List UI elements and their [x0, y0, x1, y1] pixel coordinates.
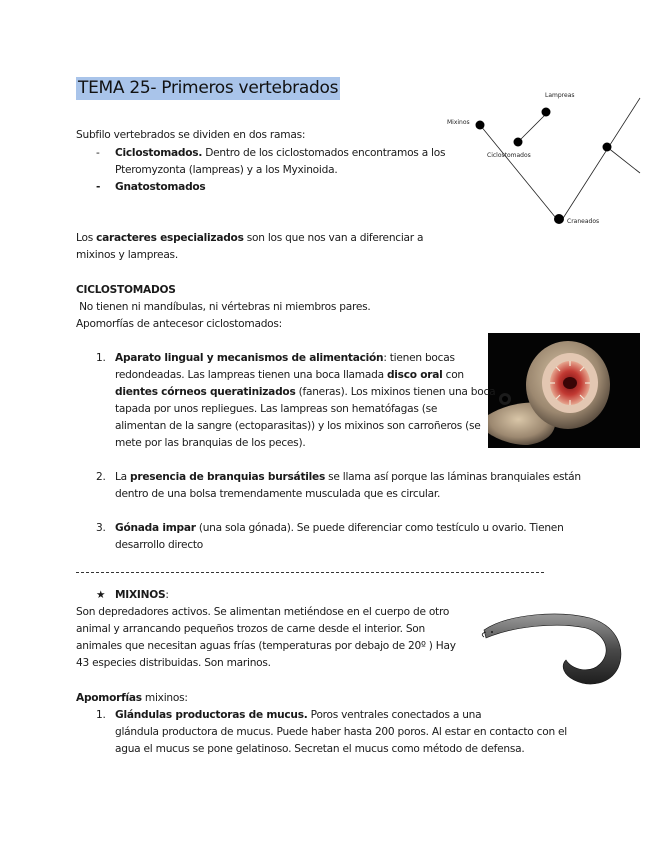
caracteres-bold: caracteres especializados — [96, 232, 244, 244]
item1-t1: : tienen bocas — [383, 352, 455, 364]
item1-t2: con — [442, 369, 464, 381]
ciclostomados-line1: No tienen ni mandíbulas, ni vértebras ni miembros pares. — [76, 301, 371, 313]
ciclostomados-line2: Apomorfías de antecesor ciclostomados: — [76, 318, 282, 330]
item3-line1 — [115, 520, 564, 537]
item2-line1 — [115, 469, 581, 486]
mixinos-line4: 43 especies distribuidas. Son marinos. — [76, 657, 271, 669]
caracteres-pre: Los — [76, 232, 97, 244]
item1-bold3: dientes córneos queratinizados — [115, 386, 296, 398]
star-icon: ★ — [96, 589, 106, 601]
item3-line2: desarrollo directo — [115, 539, 204, 551]
page-title: TEMA 25- Primeros vertebrados — [78, 78, 339, 98]
mix-item1-bold: Glándulas productoras de mucus. — [115, 709, 308, 721]
mix-item1-t1: Poros ventrales conectados a una — [307, 709, 482, 721]
mix-item1-line1 — [115, 707, 481, 724]
node-mixinos — [476, 121, 485, 130]
item1-line6: mete por las branquias de los peces). — [115, 437, 306, 449]
list-number: 3. — [96, 522, 106, 534]
mixinos-line1: Son depredadores activos. Se alimentan metiéndose en el cuerpo de otro — [76, 606, 450, 618]
item1-line3 — [115, 384, 495, 401]
label-mixinos: Mixinos — [447, 119, 470, 126]
node-lampreas — [542, 108, 551, 117]
item1-line1 — [115, 350, 455, 367]
caracteres-paragraph — [76, 230, 423, 247]
item1-bold2: disco oral — [386, 369, 443, 381]
item3-bold: Gónada impar — [115, 522, 196, 534]
cladogram-diagram — [440, 85, 645, 230]
node-branch — [603, 143, 612, 152]
list-number: 1. — [96, 709, 106, 721]
mixinos-line2: animal y arrancando pequeños trozos de carne desde el interior. Son — [76, 623, 425, 635]
item1-line5: alimentan de la sangre (ectoparasitas)) y los mixinos son carroñeros (se — [115, 420, 481, 432]
item2-pre: La — [115, 471, 131, 483]
hagfish-illustration — [478, 602, 628, 692]
mixinos-heading-colon: : — [165, 589, 169, 601]
bullet-ciclostomados-line2: Pteromyzonta (lampreas) y a los Myxinoida. — [115, 164, 338, 176]
node-craneados — [554, 214, 564, 224]
mixinos-line3: animales que necesitan aguas frías (temperaturas por debajo de 20º ) Hay — [76, 640, 456, 652]
bullet-marker: - — [96, 181, 101, 193]
item1-line2 — [115, 367, 464, 384]
mixinos-heading-bold: MIXINOS — [115, 589, 166, 601]
bullet-gnatostomados-bold: Gnatostomados — [115, 181, 206, 193]
label-ciclostomados: Ciclostomados — [487, 152, 531, 159]
mix-item1-line2: glándula productora de mucus. Puede haber hasta 200 poros. Al estar en contacto con el — [115, 726, 568, 738]
apomorfias-heading — [76, 690, 188, 707]
list-number: 2. — [96, 471, 106, 483]
item2-bold: presencia de branquias bursátiles — [130, 471, 326, 483]
intro-line: Subfilo vertebrados se dividen en dos ramas: — [76, 129, 306, 141]
caracteres-line2: mixinos y lampreas. — [76, 249, 178, 261]
label-craneados: Craneados — [567, 218, 600, 225]
apomorfias-bold: Apomorfías — [76, 692, 142, 704]
caracteres-post: son los que nos van a diferenciar a — [243, 232, 424, 244]
list-number: 1. — [96, 352, 106, 364]
bullet-ciclostomados — [115, 145, 445, 162]
item1-bold1: Aparato lingual y mecanismos de alimentación — [115, 352, 384, 364]
item2-t1: se llama así porque las láminas branquiales están — [325, 471, 581, 483]
label-lampreas: Lampreas — [545, 92, 575, 99]
item1-line2-text: redondeadas. Las lampreas tienen una boca llamada — [115, 369, 387, 381]
section-divider — [76, 572, 544, 573]
node-ciclostomados — [514, 138, 523, 147]
ciclostomados-heading: CICLOSTOMADOS — [76, 284, 176, 296]
mix-item1-line3: agua el mucus se pone gelatinoso. Secretan el mucus como método de defensa. — [115, 743, 525, 755]
bullet-ciclostomados-bold: Ciclostomados. — [115, 147, 203, 159]
item1-line4: tapada por unos repliegues. Las lampreas son hematófagas (se — [115, 403, 438, 415]
item3-t1: (una sola gónada). Se puede diferenciar como testículo u ovario. Tienen — [195, 522, 564, 534]
bullet-ciclostomados-text: Dentro de los ciclostomados encontramos a los — [202, 147, 446, 159]
item1-t3: (faneras). Los mixinos tienen una boca — [295, 386, 496, 398]
item2-line2: dentro de una bolsa tremendamente musculada que es circular. — [115, 488, 441, 500]
bullet-gnatostomados — [115, 179, 205, 196]
bullet-marker: - — [96, 147, 100, 159]
lamprey-photo — [488, 333, 640, 448]
mixinos-heading — [115, 587, 169, 604]
apomorfias-rest: mixinos: — [141, 692, 188, 704]
